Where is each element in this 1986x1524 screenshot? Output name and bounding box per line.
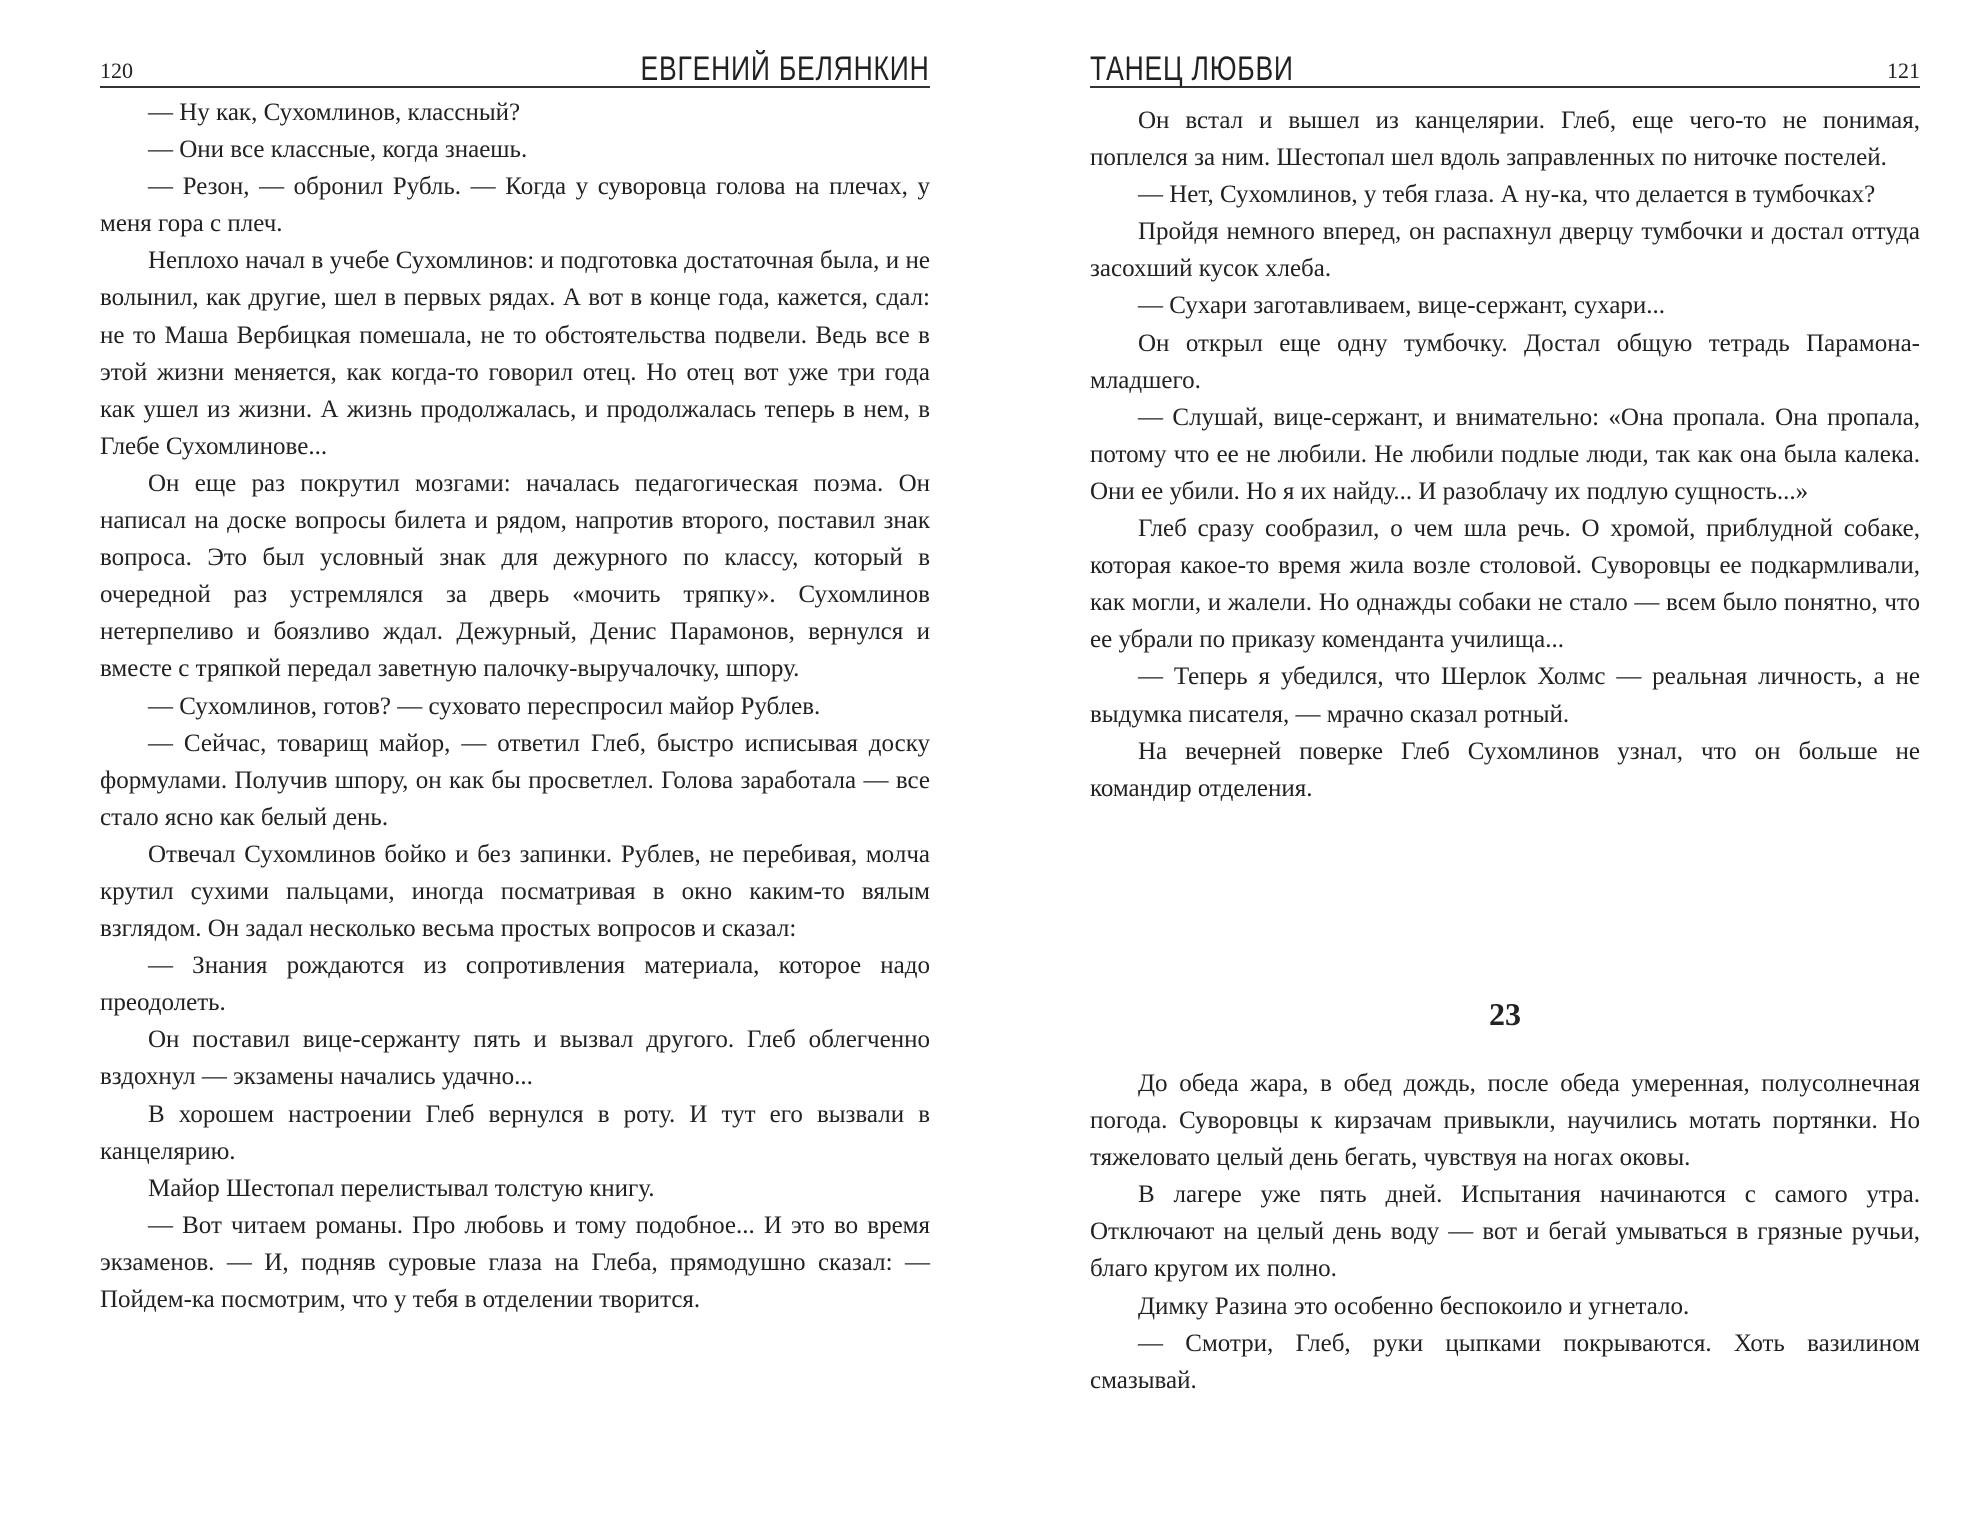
right-running-head: [1090, 36, 1920, 88]
paragraph: На вечерней поверке Глеб Сухомлинов узнал, что он больше не командир отделения.: [1090, 737, 1920, 802]
book-title: ТАНЕЦ ЛЮБВИ: [1090, 50, 1294, 88]
paragraph: — Они все классные, когда знаешь.: [148, 136, 528, 164]
paragraph: — Нет, Сухомлинов, у тебя глаза. А ну-ка, что делается в тумбочках?: [1138, 181, 1876, 209]
right-page: [1090, 0, 1920, 1524]
paragraph: — Резон, — обронил Рубль. — Когда у суворовца голова на плечах, у меня гора с плеч.: [100, 173, 930, 238]
paragraph: — Сухомлинов, готов? — суховато переспросил майор Рублев.: [148, 692, 821, 720]
page-number: 121: [1887, 58, 1920, 83]
left-page: [100, 0, 930, 1524]
paragraph: Майор Шестопал перелистывал толстую книгу.: [148, 1174, 655, 1202]
paragraph: Глеб сразу сообразил, о чем шла речь. О хромой, приблудной собаке, которая какое-то время жила возле столовой. Суворовцы ее подкармливали, как могли, и жалели. Но однажды собаки не стало — всем было понятно, что ее убрали по приказу коменданта училища...: [1090, 515, 1920, 654]
paragraph: Он еще раз покрутил мозгами: началась педагогическая поэма. Он написал на доске вопросы билета и рядом, напротив второго, поставил знак вопроса. Это был условный знак для дежурного по классу, который в очередной раз устремлялся за дверь «мочить тряпку». Сухомлинов нетерпеливо и боязливо ждал. Дежурный, Денис Парамонов, вернулся и вместе с тряпкой передал заветную палочку-выручалочку, шпору.: [100, 469, 930, 683]
paragraph: — Вот читаем романы. Про любовь и тому подобное... И это во время экзаменов. — И, подняв суровые глаза на Глеба, прямодушно сказал: — Пойдем-ка посмотрим, что у тебя в отделении творится.: [100, 1211, 930, 1313]
chapter-body-text: [1090, 1065, 1920, 1399]
right-body-text: [1090, 102, 1920, 807]
paragraph: — Ну как, Сухомлинов, классный?: [148, 99, 521, 126]
paragraph: — Сейчас, товарищ майор, — ответил Глеб, быстро исписывая доску формулами. Получив шпору, он как бы просветлел. Голова заработала — все стало ясно как белый день.: [100, 729, 930, 831]
paragraph: — Слушай, вице-сержант, и внимательно: «Она пропала. Она пропала, потому что ее не любили. Не любили подлые люди, так как она была калека. Они ее убили. Но я их найду... И разоблачу их подлую сущность...»: [1090, 403, 1920, 505]
paragraph: Он открыл еще одну тумбочку. Достал общую тетрадь Парамона-младшего.: [1090, 329, 1920, 394]
paragraph: В лагере уже пять дней. Испытания начинаются с самого утра. Отключают на целый день воду — вот и бегай умываться в грязные ручьи, благо кругом их полно.: [1090, 1181, 1920, 1283]
paragraph: Пройдя немного вперед, он распахнул дверцу тумбочки и достал оттуда засохший кусок хлеба.: [1090, 218, 1920, 283]
paragraph: — Знания рождаются из сопротивления материала, которое надо преодолеть.: [100, 952, 930, 1017]
paragraph: Он поставил вице-сержанту пять и вызвал другого. Глеб облегченно вздохнул — экзамены начались удачно...: [100, 1026, 930, 1091]
page-number: 120: [100, 58, 133, 83]
paragraph: Отвечал Сухомлинов бойко и без запинки. Рублев, не перебивая, молча крутил сухими пальцами, иногда посматривая в окно каким-то вялым взглядом. Он задал несколько весьма простых вопросов и сказал:: [100, 840, 930, 943]
paragraph: Неплохо начал в учебе Сухомлинов: и подготовка достаточная была, и не волынил, как другие, шел в первых рядах. А вот в конце года, кажется, сдал: не то Маша Вербицкая помешала, не то обстоятельства подвели. Ведь все в этой жизни меняется, как когда-то говорил отец. Но отец вот уже три года как ушел из жизни. А жизнь продолжалась, и продолжалась теперь в нем, в Глебе Сухомлинове...: [100, 247, 930, 460]
paragraph: — Смотри, Глеб, руки цыпками покрываются. Хоть вазилином смазывай.: [1090, 1329, 1920, 1394]
paragraph: — Сухари заготавливаем, вице-сержант, сухари...: [1138, 292, 1666, 320]
author-name: ЕВГЕНИЙ БЕЛЯНКИН: [640, 50, 930, 88]
paragraph: В хорошем настроении Глеб вернулся в роту. И тут его вызвали в канцелярию.: [100, 1100, 930, 1165]
paragraph: — Теперь я убедился, что Шерлок Холмс — реальная личность, а не выдумка писателя, — мрачно сказал ротный.: [1090, 663, 1920, 728]
left-body-text: [100, 94, 930, 1318]
left-running-head: [100, 36, 930, 88]
chapter-heading: 23: [1489, 996, 1521, 1032]
paragraph: До обеда жара, в обед дождь, после обеда умеренная, полусолнечная погода. Суворовцы к кирзачам привыкли, научились мотать портянки. Но тяжеловато целый день бегать, чувствуя на ногах оковы.: [1090, 1070, 1920, 1172]
paragraph: Димку Разина это особенно беспокоило и угнетало.: [1138, 1292, 1690, 1320]
paragraph: Он встал и вышел из канцелярии. Глеб, еще чего-то не понимая, поплелся за ним. Шестопал шел вдоль заправленных по ниточке постелей.: [1090, 107, 1920, 172]
